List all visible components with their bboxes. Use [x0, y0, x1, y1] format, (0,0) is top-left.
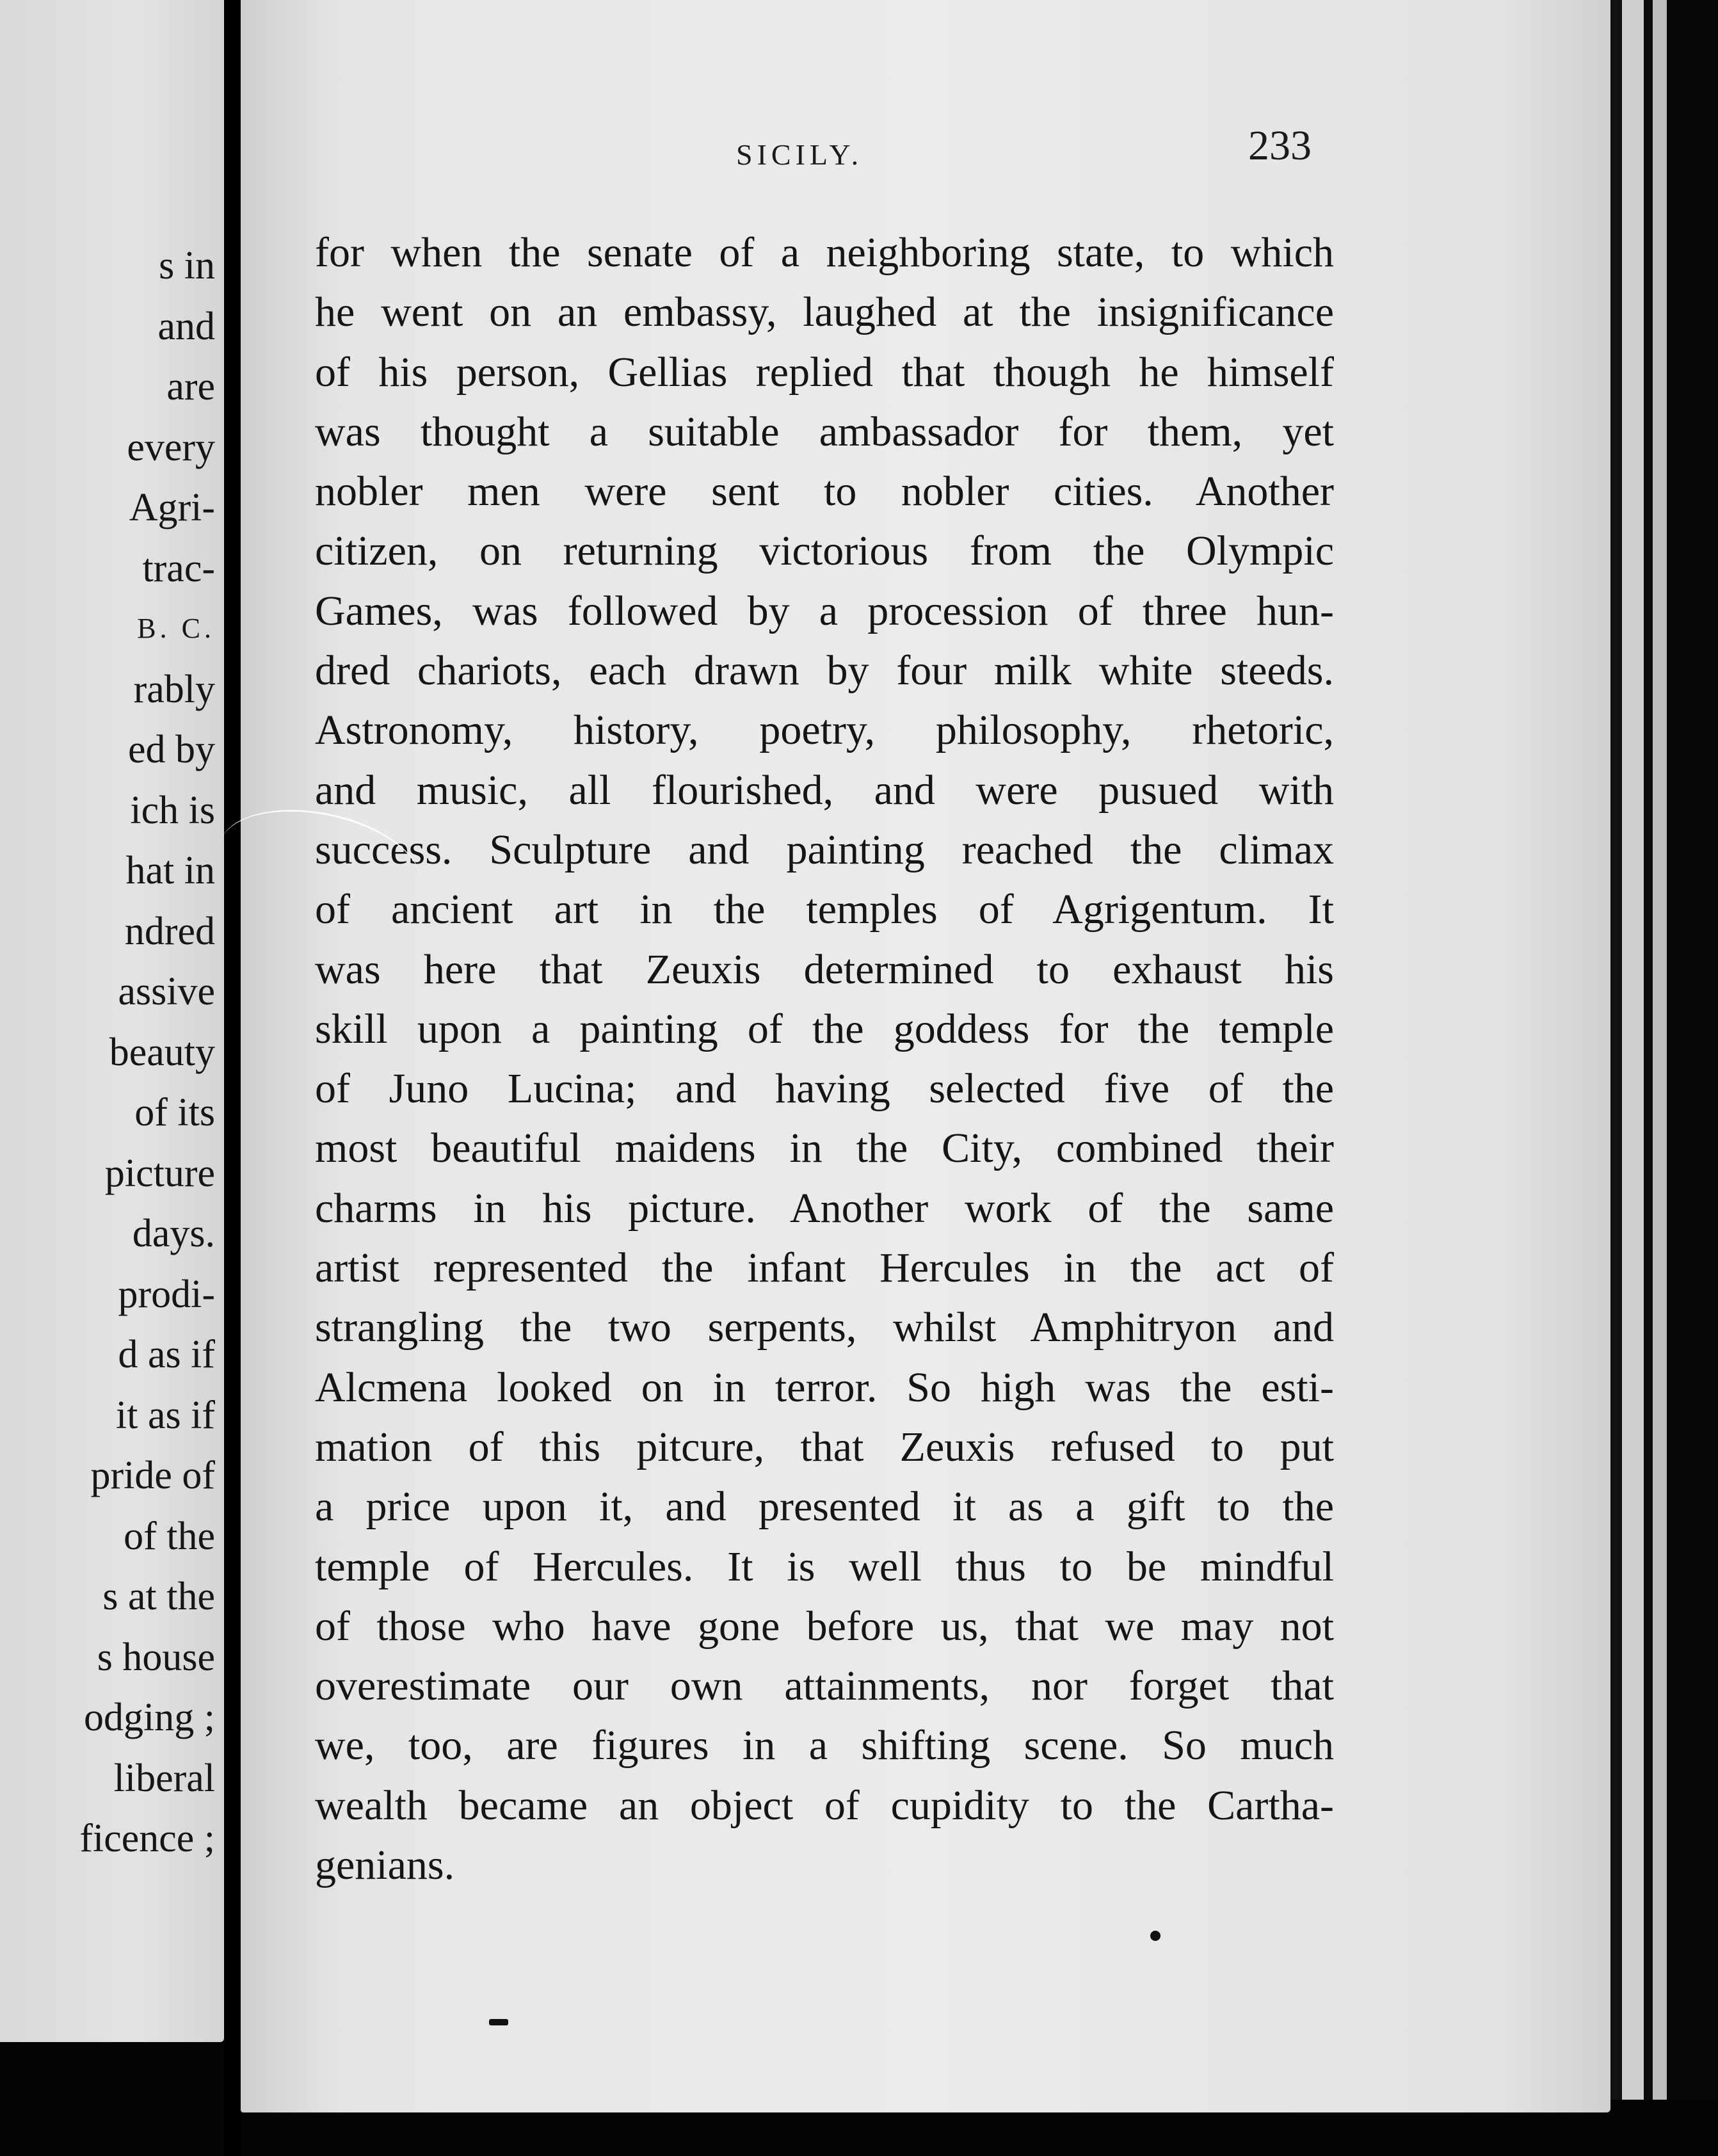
left-line: it as if: [116, 1393, 215, 1437]
text-line: a price upon it, and presented it as a gift to the: [315, 1483, 1334, 1531]
left-line: Agri-: [129, 486, 215, 529]
text-line: genians.: [315, 1842, 455, 1889]
text-line: nobler men were sent to nobler cities. Another: [315, 468, 1334, 515]
text-line: Games, was followed by a procession of three hun-: [315, 587, 1334, 634]
left-line: rably: [133, 667, 215, 711]
text-line: citizen, on returning victorious from the Olympic: [315, 527, 1334, 575]
running-head: SICILY.: [736, 138, 863, 171]
text-line: temple of Hercules. It is well thus to be mindful: [315, 1543, 1334, 1590]
text-line: dred chariots, each drawn by four milk white steeds.: [315, 647, 1334, 695]
text-line: most beautiful maidens in the City, combined their: [315, 1125, 1334, 1172]
page-edge: [1653, 0, 1667, 2100]
book-gutter: [224, 0, 241, 2156]
left-line: d as if: [118, 1333, 215, 1376]
left-page-text: [0, 236, 215, 1869]
left-page-fragment: [0, 0, 224, 2042]
page-edge: [1667, 0, 1718, 2100]
body-text: [315, 223, 1334, 1895]
text-line: was here that Zeuxis determined to exhaust his: [315, 945, 1334, 993]
text-line: mation of this pitcure, that Zeuxis refused to put: [315, 1423, 1334, 1470]
text-line: of those who have gone before us, that we may not: [315, 1602, 1334, 1650]
left-line: every: [127, 425, 215, 469]
text-line: artist represented the infant Hercules in the act of: [315, 1244, 1334, 1292]
left-line: assive: [118, 970, 215, 1013]
left-line: ndred: [124, 909, 215, 953]
text-line: success. Sculpture and painting reached the climax: [315, 826, 1334, 873]
page-edge: [1610, 0, 1622, 2100]
text-line: wealth became an object of cupidity to the Cartha-: [315, 1782, 1334, 1829]
left-line: of its: [134, 1091, 215, 1134]
text-line: strangling the two serpents, whilst Amphitryon and: [315, 1304, 1334, 1351]
left-line: trac-: [142, 546, 215, 590]
text-line: skill upon a painting of the goddess for the temple: [315, 1005, 1334, 1052]
text-line: of Juno Lucina; and having selected five of the: [315, 1065, 1334, 1113]
page-edge: [1622, 0, 1644, 2100]
page-number: 233: [1248, 122, 1312, 169]
text-line: we, too, are figures in a shifting scene. So much: [315, 1722, 1334, 1769]
left-line: days.: [132, 1212, 215, 1255]
left-line: picture: [104, 1151, 215, 1195]
text-line: of ancient art in the temples of Agrigentum. It: [315, 886, 1334, 933]
left-line: s in: [159, 244, 215, 287]
scan-speck: [489, 2019, 508, 2025]
scan-speck: [1150, 1931, 1160, 1941]
left-line: of the: [124, 1514, 215, 1558]
text-line: for when the senate of a neighboring state, to which: [315, 229, 1334, 276]
left-line: liberal: [113, 1756, 215, 1800]
text-line: Astronomy, history, poetry, philosophy, rhetoric,: [315, 707, 1334, 754]
left-line: ficence ;: [79, 1817, 215, 1860]
text-line: charms in his picture. Another work of the same: [315, 1184, 1334, 1232]
left-line: B. C.: [137, 613, 215, 644]
left-line: ich is: [130, 788, 215, 832]
left-line: beauty: [109, 1030, 215, 1074]
left-line: ed by: [127, 728, 215, 771]
left-line: and: [157, 304, 215, 348]
left-line: odging ;: [84, 1696, 215, 1739]
text-line: overestimate our own attainments, nor forget that: [315, 1662, 1334, 1710]
left-line: s at the: [102, 1575, 215, 1618]
left-line: are: [166, 365, 215, 408]
left-line: prodi-: [118, 1272, 215, 1316]
left-line: pride of: [90, 1454, 215, 1497]
text-line: and music, all flourished, and were pusued with: [315, 766, 1334, 814]
left-line: s house: [97, 1635, 215, 1679]
text-line: of his person, Gellias replied that though he himself: [315, 348, 1334, 396]
text-line: he went on an embassy, laughed at the insignificance: [315, 289, 1334, 336]
left-line: hat in: [125, 849, 215, 892]
page-edge: [1644, 0, 1653, 2100]
text-line: was thought a suitable ambassador for them, yet: [315, 408, 1334, 455]
text-line: Alcmena looked on in terror. So high was the esti-: [315, 1364, 1334, 1411]
